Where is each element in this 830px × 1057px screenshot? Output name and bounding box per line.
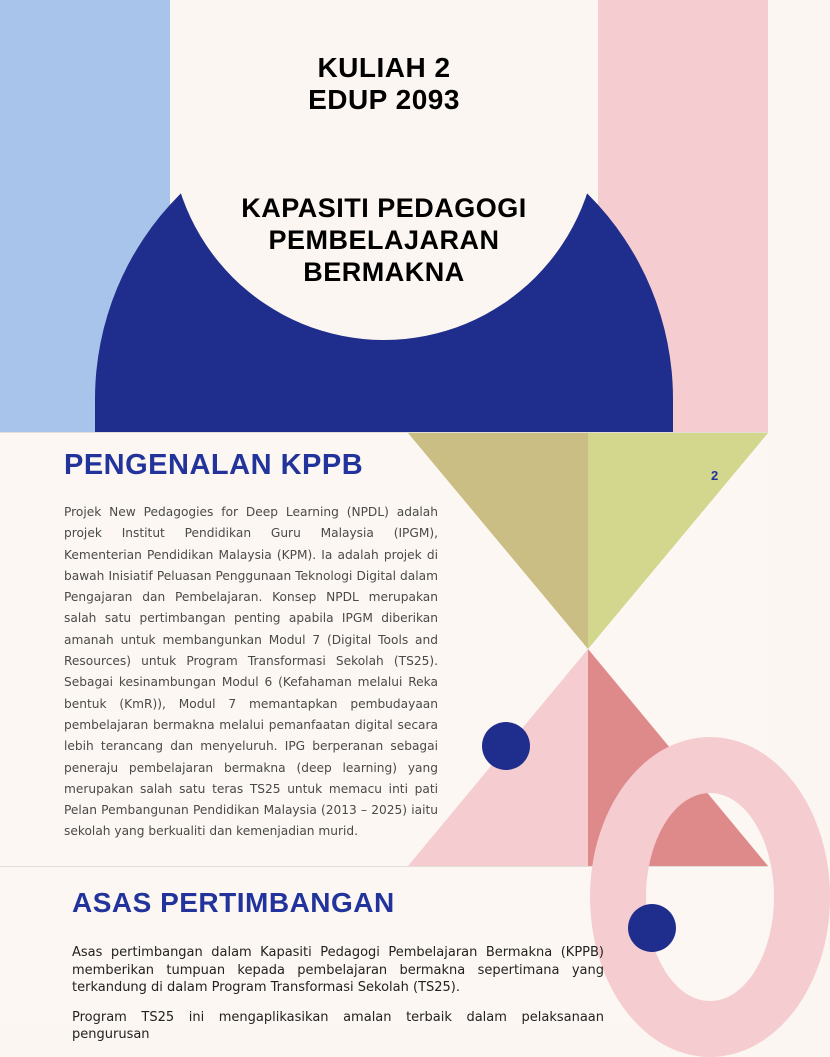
title-line-1: KAPASITI PEDAGOGI: [241, 193, 527, 223]
paragraph: Program TS25 ini mengaplikasikan amalan terbaik dalam pelaksanaan pengurusan: [72, 1009, 604, 1042]
lecture-number: KULIAH 2: [317, 52, 451, 83]
paragraph: Asas pertimbangan dalam Kapasiti Pedagogi Pembelajaran Bermakna (KPPB) memberikan tumpuan kepada pembelajaran bermakna sepertimana yang terkandung di dalam Program Transformasi Sekolah (TS25).: [72, 945, 604, 995]
navy-dot: [482, 722, 530, 770]
page-number: 2: [711, 468, 719, 483]
title-line-2: PEMBELAJARAN: [268, 225, 500, 255]
lime-triangle: [588, 433, 768, 649]
title-line-3: BERMAKNA: [303, 257, 465, 287]
slide-title: [170, 192, 598, 288]
section-heading: PENGENALAN KPPB: [64, 449, 364, 481]
intro-paragraph: Projek New Pedagogies for Deep Learning (NPDL) adalah projek Institut Pendidikan Guru Malaysia (IPGM), Kementerian Pendidikan Malaysia (KPM). Ia adalah projek di bawah Inisiatif Peluasan Penggunaan Teknologi Digital dalam Pengajaran dan Pembelajaran. Konsep NPDL merupakan salah satu pertimbangan penting apabila IPGM diberikan amanah untuk membangunkan Modul 7 (Digital Tools and Resources) untuk Program Transformasi Sekolah (TS25). Sebagai kesinambungan Modul 6 (Kefahaman melalui Reka bentuk (KmR)), Modul 7 memantapkan pembudayaan pembelajaran bermakna melalui pemanfaatan digital secara lebih terancang dan menyeluruh. IPG berperanan sebagai peneraju pembelajaran bermakna (deep learning) yang merupakan salah satu teras TS25 untuk memacu inti pati Pelan Pembangunan Pendidikan Malaysia (2013 – 2025) iaitu sekolah yang berkualiti dan kemenjadian murid.: [64, 505, 438, 839]
pink-arc-shape: [590, 737, 830, 1057]
title-slide: [0, 0, 768, 432]
basis-slide: [0, 867, 768, 1042]
basis-text: [72, 944, 604, 1056]
navy-dot: [628, 904, 676, 952]
section-heading: ASAS PERTIMBANGAN: [72, 887, 395, 918]
course-code-text: EDUP 2093: [308, 84, 460, 115]
course-code: [170, 52, 598, 116]
